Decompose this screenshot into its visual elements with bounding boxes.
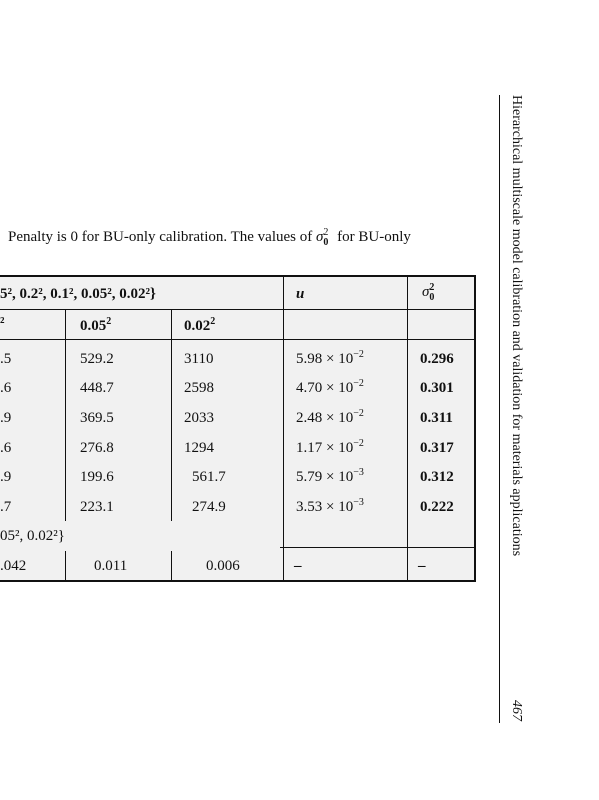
cell-u-mant: 1.17 × 10 [296, 440, 354, 456]
cell-u [296, 439, 364, 457]
sigma-header [422, 283, 439, 303]
cell-v1: 199.6 [80, 469, 114, 485]
cell-u-mant: 2.48 × 10 [296, 410, 354, 426]
caption-text-after: for BU-only [333, 229, 411, 245]
u-header: u [296, 286, 305, 302]
cell-sigma0: 0.296 [420, 351, 454, 367]
cell-partial: .9 [0, 469, 12, 485]
cell-u-exp: −3 [353, 467, 364, 478]
cell-partial: .042 [0, 558, 27, 574]
sigma-header-symbol: σ [422, 284, 430, 300]
col-rule-2b [171, 551, 172, 582]
cell-u-mant: 5.98 × 10 [296, 351, 354, 367]
cell-partial: .5 [0, 351, 12, 367]
header-rule-2 [0, 339, 474, 340]
sub-header-col1-text: 0.05 [80, 318, 107, 334]
cell-v2: 0.006 [206, 558, 240, 574]
cell-v2: 3110 [184, 351, 214, 367]
running-head: Hierarchical multiscale model calibration and validation for materials applications [509, 95, 524, 557]
cell-sigma0: 0.311 [420, 410, 453, 426]
cell-v2: 561.7 [192, 469, 226, 485]
sigma-header-sub: 0 [429, 292, 435, 303]
cell-u-mant: 3.53 × 10 [296, 499, 354, 515]
cell-partial: .6 [0, 380, 12, 396]
page-number: 467 [509, 700, 524, 721]
cell-v2: 2598 [184, 380, 214, 396]
caption-sigma-sup: 2 [323, 227, 329, 238]
sub-header-col1-sup: 2 [106, 316, 112, 327]
cell-u-exp: −3 [353, 497, 364, 508]
cell-v1: 529.2 [80, 351, 114, 367]
cell-v1: 369.5 [80, 410, 114, 426]
col-rule-1 [65, 309, 66, 521]
sub-header-col1 [80, 317, 111, 335]
table-caption [8, 229, 411, 246]
cell-u-mant: 5.79 × 10 [296, 469, 354, 485]
caption-sigma-sub: 0 [323, 237, 329, 248]
cell-u [296, 379, 364, 397]
cell-v1: 448.7 [80, 380, 114, 396]
sub-header-col2-sup: 2 [210, 316, 216, 327]
cell-v1: 223.1 [80, 499, 114, 515]
results-table [0, 275, 476, 582]
sub-header-col2-text: 0.02 [184, 318, 211, 334]
sub-header-col2 [184, 317, 215, 335]
cell-u-exp: −2 [353, 438, 364, 449]
cell-partial: .9 [0, 410, 12, 426]
section-rule [280, 547, 474, 548]
cell-v2: 1294 [184, 440, 214, 456]
cell-partial: .6 [0, 440, 12, 456]
cell-v2: 2033 [184, 410, 214, 426]
cell-v1: 0.011 [94, 558, 128, 574]
cell-u-exp: −2 [353, 349, 364, 360]
cell-v2: 274.9 [192, 499, 226, 515]
cell-v1: 276.8 [80, 440, 114, 456]
cell-sigma0: 0.312 [420, 469, 454, 485]
header-rule-1 [0, 309, 474, 310]
col-rule-sigma [407, 277, 408, 582]
cell-u [296, 498, 364, 516]
cell-sigma0: 0.317 [420, 440, 454, 456]
running-head-rule [499, 95, 500, 723]
cell-u: – [294, 558, 302, 574]
caption-sigma: σ [316, 229, 324, 245]
sub-section-label: 05², 0.02²} [0, 528, 65, 544]
cell-u-exp: −2 [353, 408, 364, 419]
col-rule-u [283, 277, 284, 582]
cell-u [296, 468, 364, 486]
cell-sigma0: 0.301 [420, 380, 454, 396]
caption-text-before: Penalty is 0 for BU-only calibration. The values of [8, 229, 316, 245]
sub-header-partial: ² [0, 315, 5, 331]
cell-partial: .7 [0, 499, 12, 515]
cell-sigma0: 0.222 [420, 499, 454, 515]
cell-u [296, 350, 364, 368]
col-rule-2 [171, 309, 172, 521]
cell-sigma0: – [418, 558, 426, 574]
col-rule-1b [65, 551, 66, 582]
cell-u-exp: −2 [353, 378, 364, 389]
sigma-header-sup: 2 [429, 282, 435, 293]
group-header: 5², 0.2², 0.1², 0.05², 0.02²} [0, 286, 156, 302]
cell-u [296, 409, 364, 427]
cell-u-mant: 4.70 × 10 [296, 380, 354, 396]
